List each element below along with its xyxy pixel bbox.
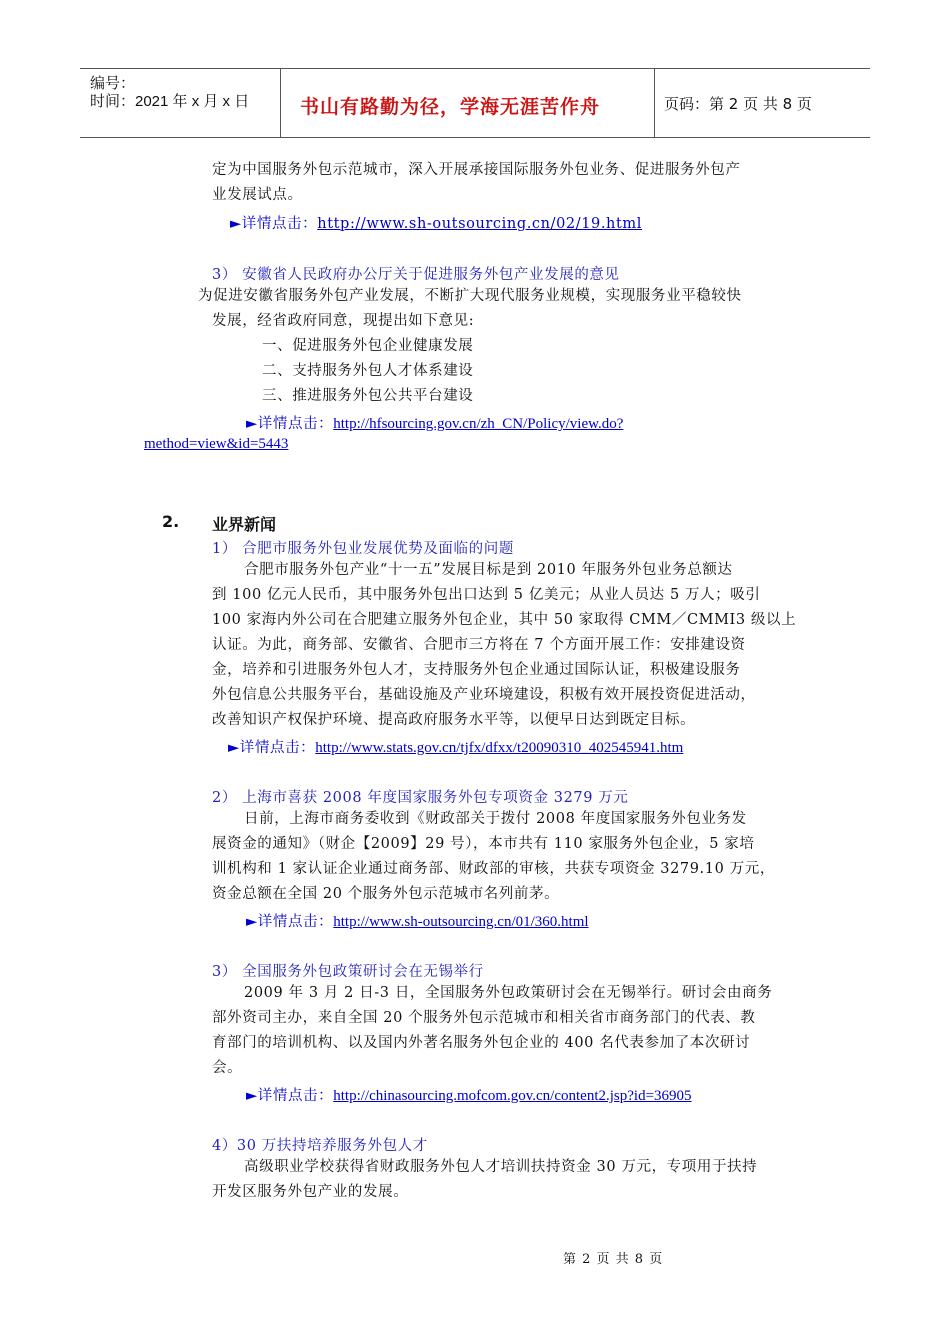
news-text-line: 展资金的通知》（财企【2009】29 号），本市共有 110 家服务外包企业，5 家培: [212, 836, 755, 852]
policy-text-line: 发展，经省政府同意，现提出如下意见:: [212, 313, 475, 329]
news-text-line: 高级职业学校获得省财政服务外包人才培训扶持资金 30 万元，专项用于扶持: [244, 1159, 758, 1175]
detail-label: ►详情点击：: [246, 416, 334, 432]
news-text-line: 资金总额在全国 20 个服务外包示范城市名列前茅。: [212, 886, 560, 902]
detail-label: ►详情点击：: [246, 1088, 334, 1104]
policy-point: 一、促进服务外包企业健康发展: [262, 338, 474, 354]
news-title: 2） 上海市喜获 2008 年度国家服务外包专项资金 3279 万元: [212, 790, 629, 806]
news-text-line: 部外资司主办，来自全国 20 个服务外包示范城市和相关省市商务部门的代表、教: [212, 1010, 756, 1026]
detail-row: [228, 736, 683, 757]
news-text-line: 会。: [212, 1060, 243, 1076]
page-footer: 第 2 页 共 8 页: [563, 1252, 664, 1267]
detail-label: ►详情点击：: [228, 740, 316, 756]
detail-row: [230, 212, 642, 233]
news-text-line: 日前，上海市商务委收到《财政部关于拨付 2008 年度国家服务外包业务发: [244, 811, 747, 827]
document-id-label: 编号：: [90, 75, 136, 92]
news-text-line: 改善知识产权保护环境、提高政府服务水平等，以便早日达到既定目标。: [212, 712, 696, 728]
section-title: 业界新闻: [212, 515, 277, 534]
news-text-line: 训机构和 1 家认证企业通过商务部、财政部的审核，共获专项资金 3279.10 万元，: [212, 861, 775, 877]
section-number: 2.: [162, 512, 180, 531]
news-text-line: 2009 年 3 月 2 日-3 日，全国服务外包政策研讨会在无锡举行。研讨会由商务: [244, 985, 773, 1001]
header-motto: 书山有路勤为径，学海无涯苦作舟: [300, 96, 601, 118]
detail-row: [246, 412, 623, 433]
detail-row: [246, 910, 589, 931]
intro-line: 定为中国服务外包示范城市，深入开展承接国际服务外包业务、促进服务外包产: [212, 162, 741, 178]
header-divider: [280, 69, 281, 137]
intro-line: 业发展试点。: [212, 187, 303, 203]
news-text-line: 合肥市服务外包产业“十一五”发展目标是到 2010 年服务外包业务总额达: [244, 562, 733, 578]
news-title: 4）30 万扶持培养服务外包人才: [212, 1138, 428, 1154]
policy-text-line: 为促进安徽省服务外包产业发展，不断扩大现代服务业规模，实现服务业平稳较快: [198, 288, 742, 304]
news-text-line: 到 100 亿元人民币，其中服务外包出口达到 5 亿美元；从业人员达 5 万人；吸引: [212, 587, 761, 603]
detail-link[interactable]: http://chinasourcing.mofcom.gov.cn/content2.jsp?id=36905: [333, 1088, 692, 1104]
detail-link[interactable]: http://hfsourcing.gov.cn/zh_CN/Policy/view.do?: [333, 416, 624, 432]
detail-label: ►详情点击：: [246, 914, 334, 930]
news-text-line: 认证。为此，商务部、安徽省、合肥市三方将在 7 个方面开展工作：安排建设资: [212, 637, 746, 653]
news-text-line: 外包信息公共服务平台，基础设施及产业环境建设，积极有效开展投资促进活动，: [212, 687, 756, 703]
news-text-line: 100 家海内外公司在合肥建立服务外包企业，其中 50 家取得 CMM／CMMI3 级以上: [212, 612, 797, 628]
news-title: 1） 合肥市服务外包业发展优势及面临的问题: [212, 541, 514, 557]
detail-link[interactable]: http://www.sh-outsourcing.cn/01/360.html: [333, 914, 589, 930]
news-title: 3） 全国服务外包政策研讨会在无锡举行: [212, 964, 484, 980]
news-text-line: 育部门的培训机构、以及国内外著名服务外包企业的 400 名代表参加了本次研讨: [212, 1035, 751, 1051]
policy-point: 三、推进服务外包公共平台建设: [262, 388, 474, 404]
header-divider: [654, 69, 655, 137]
detail-link-continued[interactable]: method=view&id=5443: [144, 436, 289, 452]
header-page-info: 页码：第 2 页 共 8 页: [664, 95, 812, 113]
detail-label: ►详情点击：: [230, 216, 318, 232]
document-date: 时间：2021 年 x 月 x 日: [90, 93, 250, 110]
policy-point: 二、支持服务外包人才体系建设: [262, 363, 474, 379]
policy-item-title: 3） 安徽省人民政府办公厅关于促进服务外包产业发展的意见: [212, 267, 620, 283]
news-text-line: 开发区服务外包产业的发展。: [212, 1184, 409, 1200]
news-text-line: 金，培养和引进服务外包人才，支持服务外包企业通过国际认证，积极建设服务: [212, 662, 741, 678]
detail-row: [246, 1084, 692, 1105]
detail-link[interactable]: http://www.sh-outsourcing.cn/02/19.html: [317, 216, 643, 232]
detail-link[interactable]: http://www.stats.gov.cn/tjfx/dfxx/t20090310_402545941.htm: [315, 740, 684, 756]
